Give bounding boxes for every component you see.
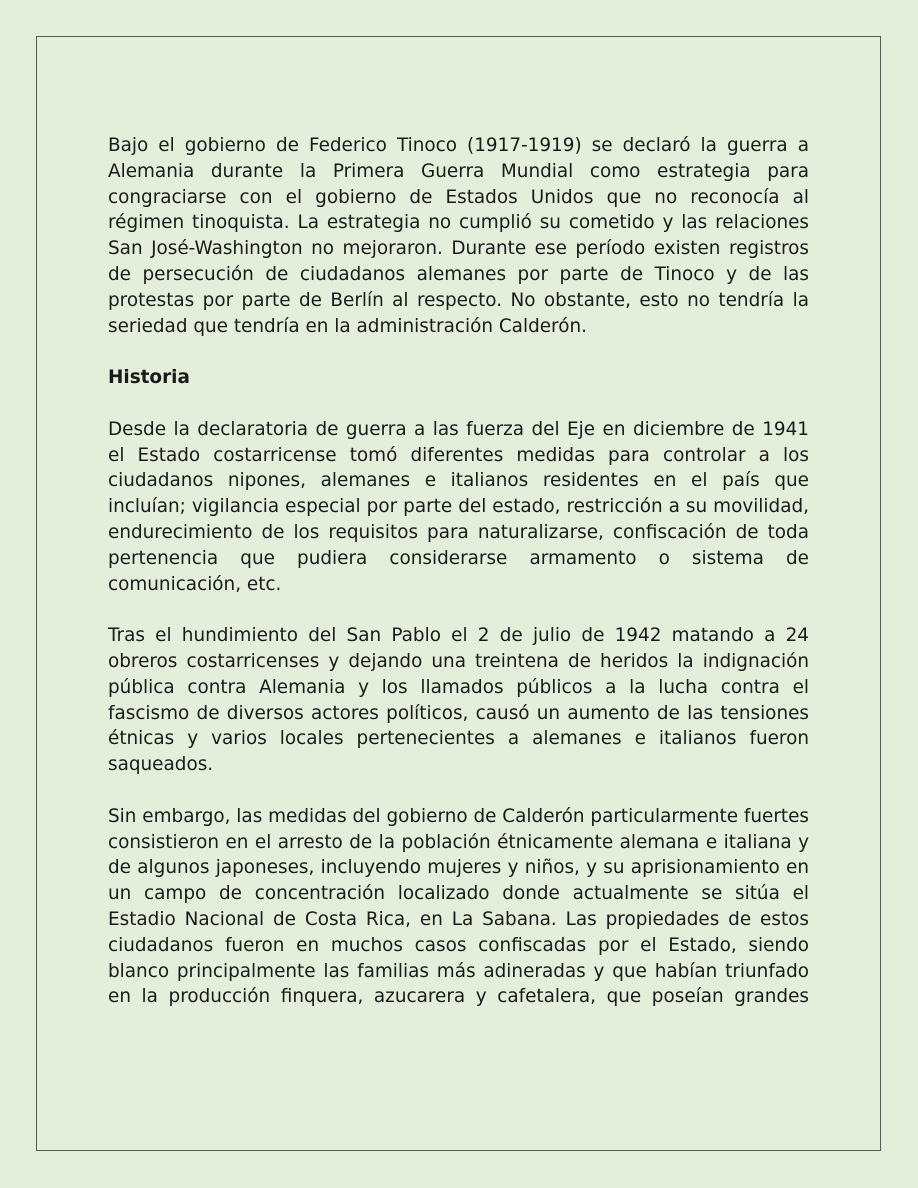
- document-body: [108, 133, 809, 1010]
- intro-paragraph: Bajo el gobierno de Federico Tinoco (1917-1919) se declaró la guerra a Alemania durante la Primera Guerra Mundial como estrategia para congraciarse con el gobierno de Estados Unidos que no reconocía al régimen tinoquista. La estrategia no cumplió su cometido y las relaciones San José-Washington no mejoraron. Durante ese período existen registros de persecución de ciudadanos alemanes por parte de Tinoco y de las protestas por parte de Berlín al respecto. No obstante, esto no tendría la seriedad que tendría en la administración Calderón.: [108, 135, 809, 337]
- body-paragraph: Sin embargo, las medidas del gobierno de Calderón particularmente fuertes consistieron en el arresto de la población étnicamente alemana e italiana y de algunos japoneses, incluyendo mujeres y niños, y su aprisionamiento en un campo de concentración localizado donde actualmente se sitúa el Estadio Nacional de Costa Rica, en La Sabana. Las propiedades de estos ciudadanos fueron en muchos casos confiscadas por el Estado, siendo blanco principalmente las familias más adineradas y que habían triunfado en la producción finquera, azucarera y cafetalera, que poseían grandes: [108, 805, 809, 1008]
- body-paragraph: Desde la declaratoria de guerra a las fuerza del Eje en diciembre de 1941 el Estado costarricense tomó diferentes medidas para controlar a los ciudadanos nipones, alemanes e italianos residentes en el país que incluían; vigilancia especial por parte del estado, restricción a su movilidad, endurecimiento de los requisitos para naturalizarse, confiscación de toda pertenencia que pudiera considerarse armamento o sistema de comunicación, etc.: [108, 418, 809, 595]
- section-heading: Historia: [108, 367, 190, 389]
- body-paragraph: Tras el hundimiento del San Pablo el 2 de julio de 1942 matando a 24 obreros costarricenses y dejando una treintena de heridos la indignación pública contra Alemania y los llamados públicos a la lucha contra el fascismo de diversos actores políticos, causó un aumento de las tensiones étnicas y varios locales pertenecientes a alemanes e italianos fueron saqueados.: [108, 625, 809, 776]
